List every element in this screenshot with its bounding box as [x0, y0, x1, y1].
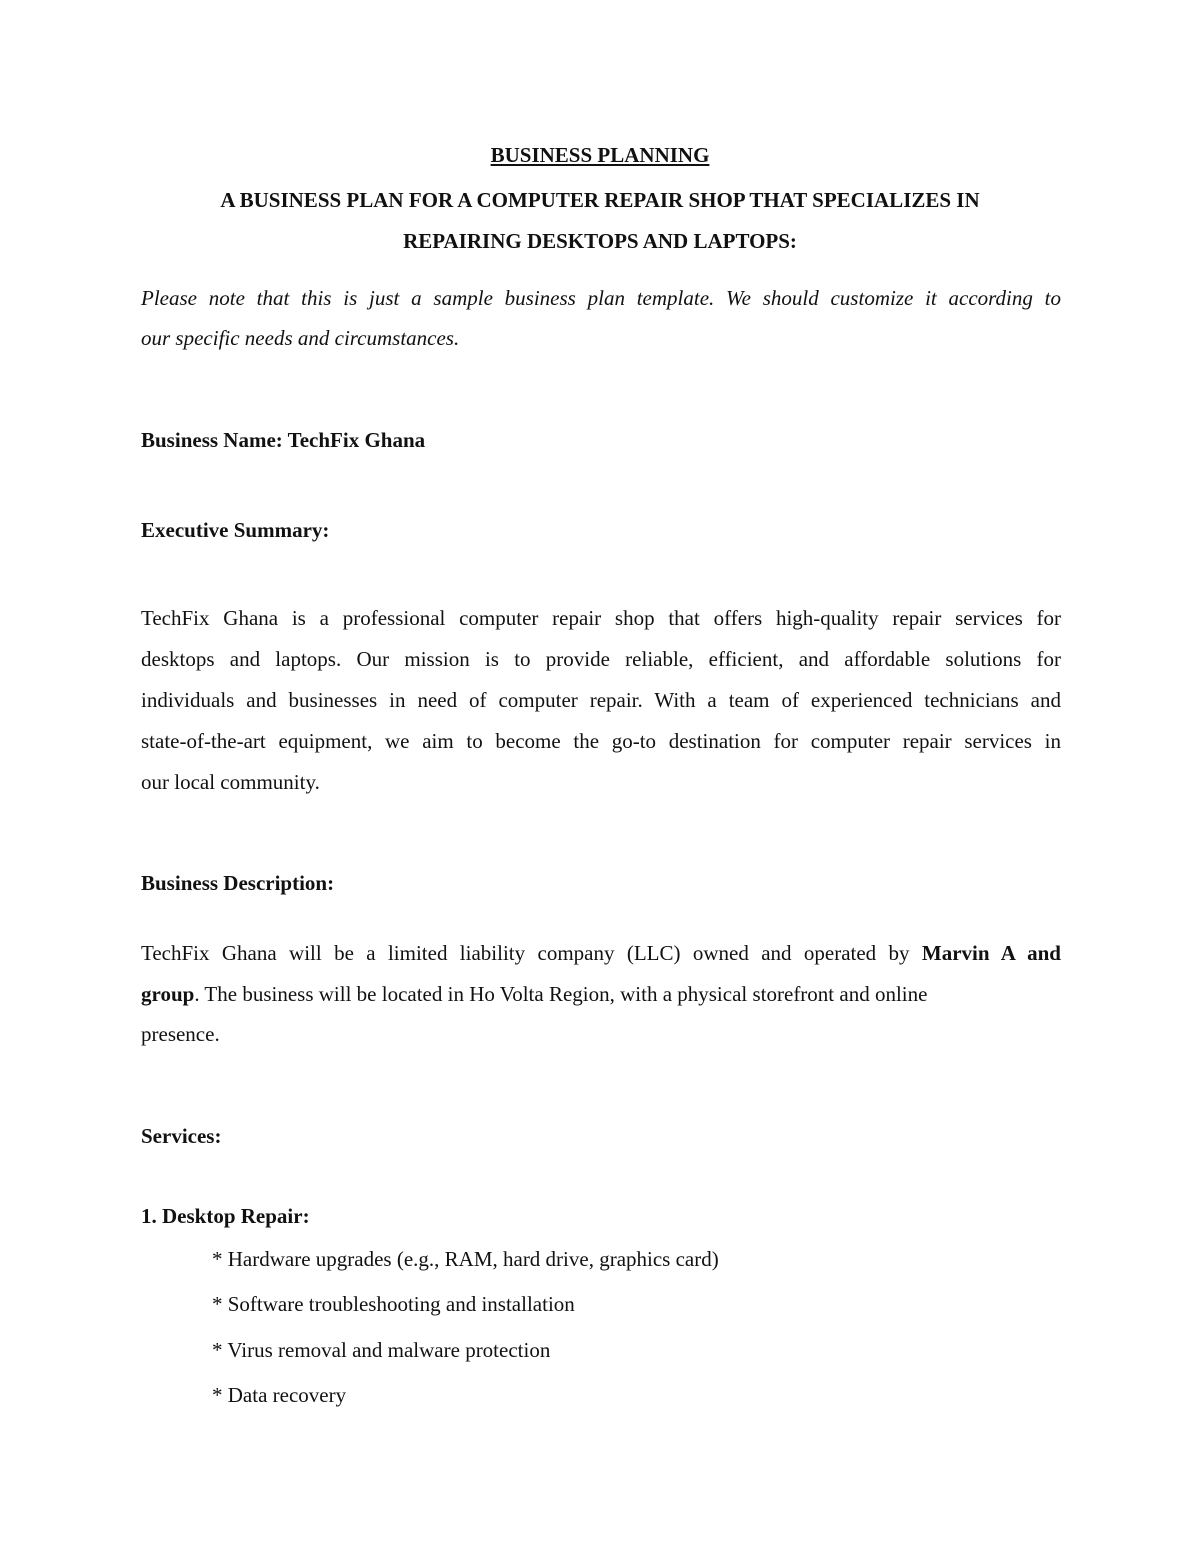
executive-summary-line-4: state-of-the-art equipment, we aim to become the go-to destination for computer repair services in — [141, 729, 1061, 753]
document-heading: BUSINESS PLANNING — [490, 143, 710, 167]
services-heading: Services: — [141, 1124, 222, 1148]
list-item: * Virus removal and malware protection — [212, 1338, 551, 1362]
owner-name-part-2: group — [141, 982, 195, 1006]
executive-summary-line-5: our local community. — [141, 770, 320, 794]
business-description-heading: Business Description: — [141, 871, 335, 895]
business-description-text: TechFix Ghana will be a limited liability company (LLC) owned and operated by — [141, 941, 922, 965]
executive-summary-line-1: TechFix Ghana is a professional computer repair shop that offers high-quality repair services for — [141, 606, 1061, 630]
business-description-line-3: presence. — [141, 1022, 220, 1046]
business-location-text: . The business will be located in Ho Volta Region, with a physical storefront and online — [194, 982, 928, 1006]
list-item: * Software troubleshooting and installation — [212, 1292, 575, 1316]
desktop-repair-heading: 1. Desktop Repair: — [141, 1204, 310, 1228]
executive-summary-heading: Executive Summary: — [141, 518, 330, 542]
business-name: Business Name: TechFix Ghana — [141, 428, 426, 452]
document-title-line-1: A BUSINESS PLAN FOR A COMPUTER REPAIR SHOP THAT SPECIALIZES IN — [220, 188, 980, 212]
executive-summary-line-3: individuals and businesses in need of computer repair. With a team of experienced technicians and — [141, 688, 1061, 712]
business-description-line-2 — [141, 981, 1061, 1007]
owner-name-part-1: Marvin A and — [921, 941, 1061, 965]
note-line-2: our specific needs and circumstances. — [141, 326, 460, 350]
list-item: * Data recovery — [212, 1383, 347, 1407]
note-line-1: Please note that this is just a sample business plan template. We should customize it according to — [141, 286, 1061, 310]
document-title-line-2: REPAIRING DESKTOPS AND LAPTOPS: — [403, 229, 797, 253]
executive-summary-line-2: desktops and laptops. Our mission is to provide reliable, efficient, and affordable solutions for — [141, 647, 1061, 671]
list-item: * Hardware upgrades (e.g., RAM, hard drive, graphics card) — [212, 1247, 719, 1271]
business-description-line-1 — [141, 940, 1061, 966]
